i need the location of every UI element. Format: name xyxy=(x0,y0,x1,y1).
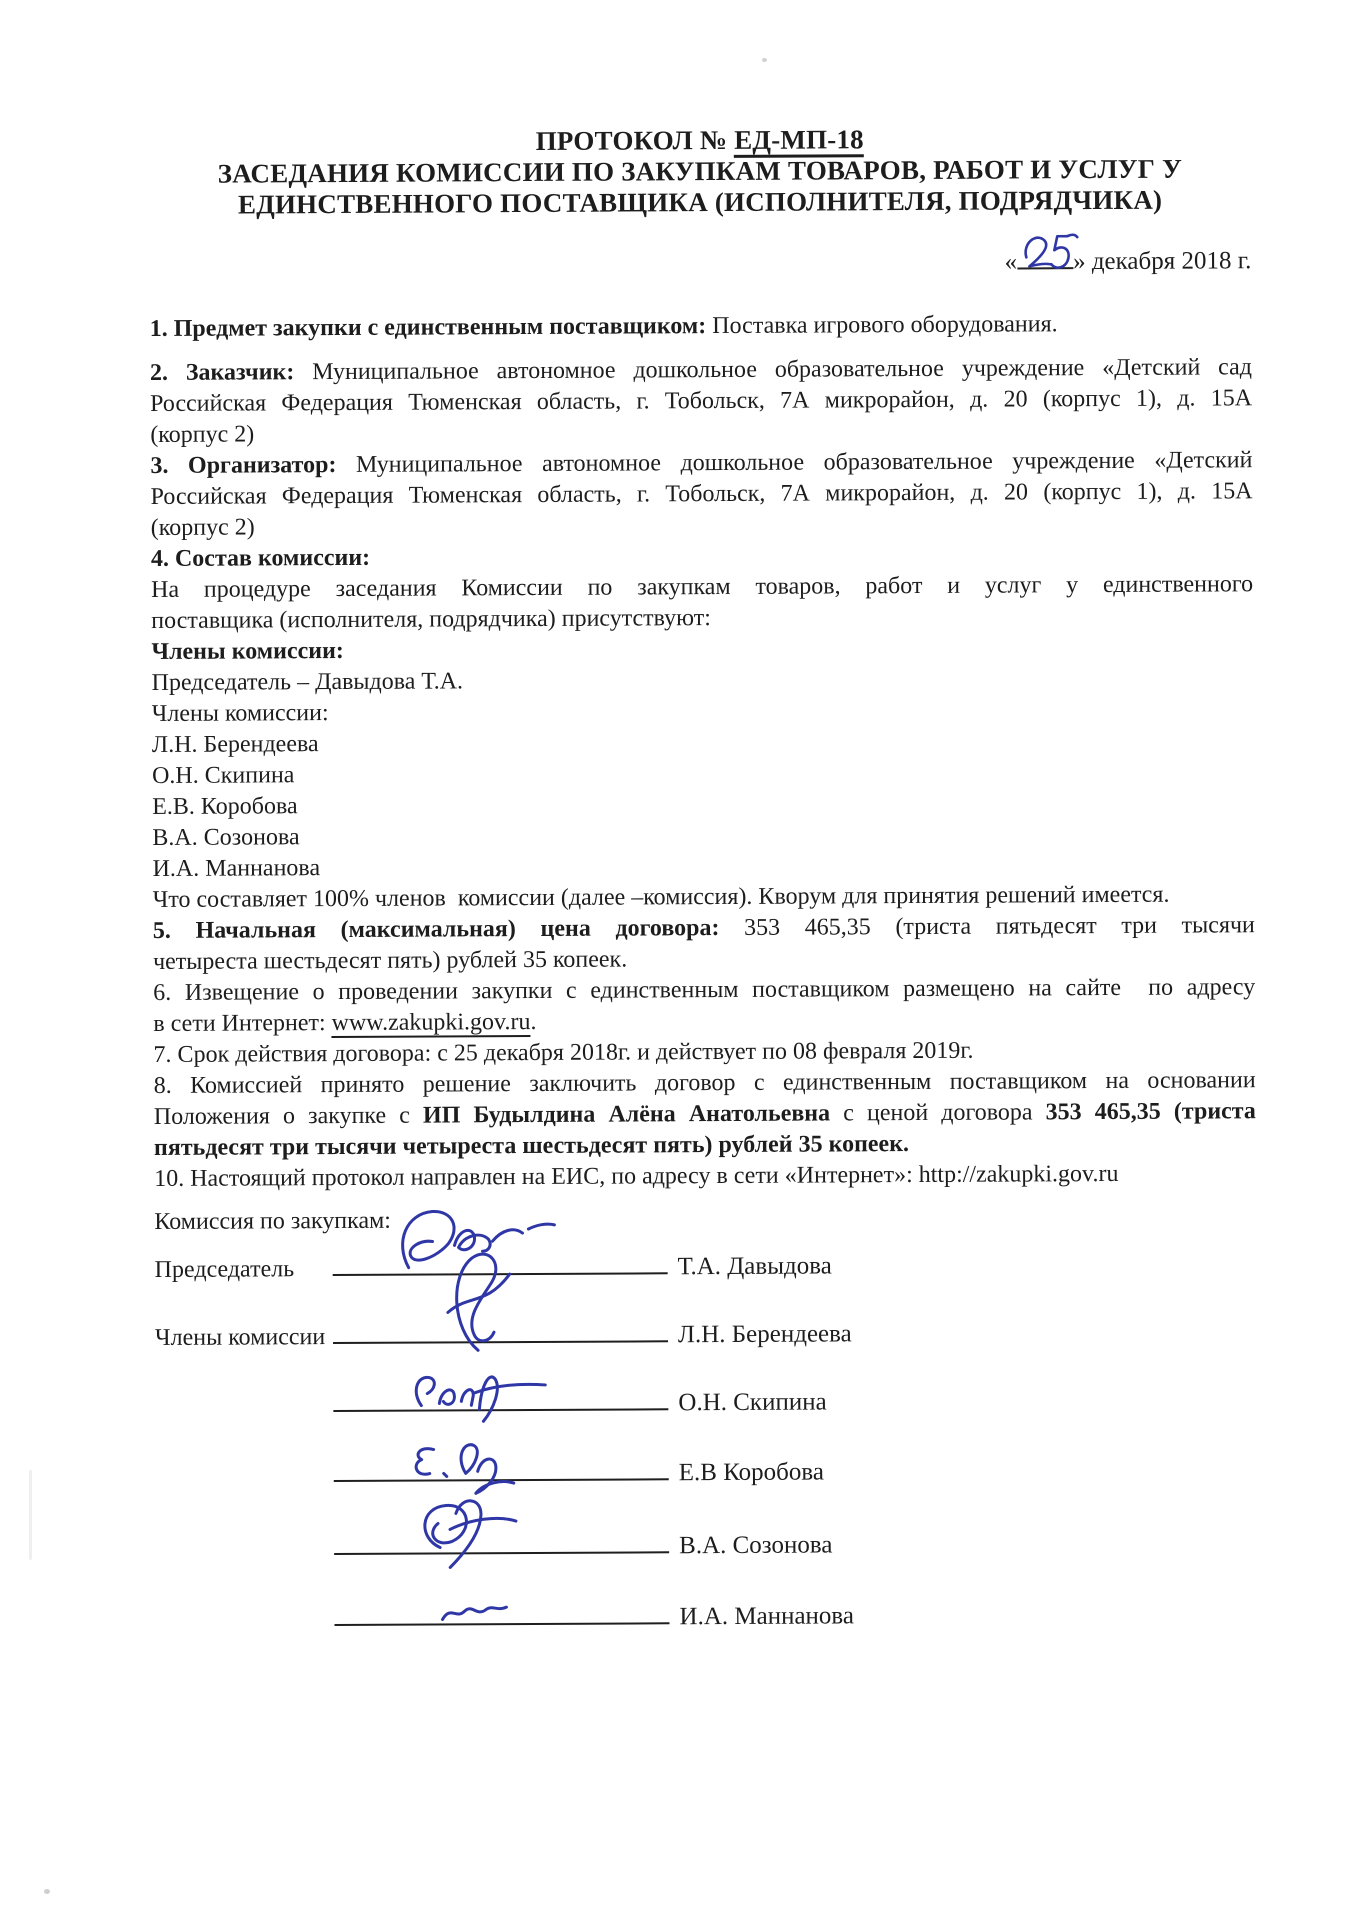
signature-role-label xyxy=(157,1626,335,1627)
signer-name: И.А. Маннанова xyxy=(679,1602,855,1631)
line-s8-2 xyxy=(154,1096,1256,1133)
line-members-header: Члены комиссии: xyxy=(151,637,344,665)
s2-label: 2. Заказчик: xyxy=(149,359,295,386)
signature-row xyxy=(156,1527,1258,1577)
s8-n1: Положения о закупке с xyxy=(153,1102,410,1130)
line-s7: 7. Срок действия договора: с 25 декабря 2018г. и действует по 08 февраля 2019г. xyxy=(153,1037,974,1068)
line-s2-2: Российская Федерация Тюменская область, г. Тобольск, 7А микрорайон, д. 20 (корпус 1), д. 15А xyxy=(150,385,1253,417)
line-s2-3: (корпус 2) xyxy=(150,421,255,448)
signature-row xyxy=(155,1384,1257,1434)
signature-line xyxy=(335,1622,670,1626)
signature-role-label: Члены комиссии xyxy=(154,1324,326,1351)
signature-row xyxy=(156,1454,1258,1504)
line-s1 xyxy=(150,308,1252,345)
signer-name: Е.В Коробова xyxy=(678,1458,824,1487)
line-s3-2: Российская Федерация Тюменская область, г. Тобольск, 7А микрорайон, д. 20 (корпус 1), д. 15А xyxy=(150,478,1253,510)
handwritten-day-slot xyxy=(1017,242,1073,269)
signer-name: В.А. Созонова xyxy=(679,1531,833,1560)
signature-block xyxy=(154,1201,1258,1648)
title-line-3: ЕДИНСТВЕННОГО ПОСТАВЩИКА (ИСПОЛНИТЕЛЯ, ПОДРЯДЧИКА) xyxy=(237,184,1163,220)
signature-row xyxy=(155,1316,1257,1366)
signature-role-label xyxy=(156,1482,334,1483)
line-s5-1 xyxy=(153,910,1255,947)
s1-label: 1. Предмет закупки с единственным поставщиком: xyxy=(149,313,707,342)
s2-rest: Муниципальное автономное дошкольное образовательное учреждение «Детский сад xyxy=(312,354,1253,386)
member-name: И.А. Маннанова xyxy=(152,855,321,882)
member-name: Е.В. Коробова xyxy=(152,793,298,820)
line-s4-label: 4. Состав комиссии: xyxy=(150,544,371,572)
signer-name: О.Н. Скипина xyxy=(678,1388,827,1417)
date-line xyxy=(149,241,1251,282)
s3-rest: Муниципальное автономное дошкольное образовательное учреждение «Детский xyxy=(355,447,1253,478)
signature-line xyxy=(333,1408,668,1412)
signature-line xyxy=(334,1551,669,1555)
s5-rest: 353 465,35 (триста пятьдесят три тысячи xyxy=(744,912,1255,941)
scan-smudge xyxy=(29,1470,32,1560)
doc-body xyxy=(150,308,1257,1195)
signature-row xyxy=(156,1598,1258,1648)
s8-n2: с ценой договора xyxy=(843,1099,1033,1127)
line-s8-3: пятьдесят три тысячи четыреста шестьдесят пять) рублей 35 копеек. xyxy=(153,1131,910,1161)
handwritten-day-ink xyxy=(1019,229,1071,273)
member-name: В.А. Созонова xyxy=(152,824,300,851)
signatures-heading: Комиссия по закупкам: xyxy=(154,1207,391,1235)
signature-line xyxy=(334,1478,669,1482)
s8-price-start: 353 465,35 (триста xyxy=(1045,1098,1256,1126)
signature-korobova xyxy=(404,1433,524,1498)
line-s8-1: 8. Комиссией принято решение заключить договор с единственным поставщиком на основании xyxy=(153,1067,1256,1099)
doc-title xyxy=(148,0,1251,221)
line-quorum: Что составляет 100% членов комиссии (далее –комиссия). Кворум для принятия решений имеется. xyxy=(152,881,1170,913)
date-open-quote: « xyxy=(1004,248,1018,276)
line-s5-2: четыреста шестьдесят пять) рублей 35 копеек. xyxy=(152,946,628,975)
signature-role-label xyxy=(156,1555,334,1556)
document-content xyxy=(148,0,1259,1648)
line-s4-p2: поставщика (исполнителя, подрядчика) присутствуют: xyxy=(151,605,711,634)
signature-mannanova xyxy=(434,1591,514,1627)
protocol-number: ЕД-МП-18 xyxy=(734,124,864,158)
signer-name: Л.Н. Берендеева xyxy=(677,1320,852,1349)
scan-speck xyxy=(762,58,767,62)
line-chair: Председатель – Давыдова Т.А. xyxy=(151,668,464,696)
line-s3-3: (корпус 2) xyxy=(150,514,255,541)
date-rest: » декабря 2018 г. xyxy=(1072,247,1252,276)
signature-role-label: Председатель xyxy=(154,1256,295,1283)
zakupki-url: www.zakupki.gov.ru xyxy=(331,1009,531,1037)
signature-skipina xyxy=(403,1365,553,1426)
signature-row xyxy=(155,1248,1257,1298)
line-members-label: Члены комиссии: xyxy=(151,700,329,727)
s6-prefix: в сети Интернет: xyxy=(153,1010,332,1037)
member-name: О.Н. Скипина xyxy=(151,762,295,789)
s5-label: 5. Начальная (максимальная) цена договора: xyxy=(152,915,720,944)
signature-berendeeva xyxy=(428,1250,539,1356)
line-s6-1: 6. Извещение о проведении закупки с единственным поставщиком размещено на сайте по адресу xyxy=(153,974,1256,1006)
s8-supplier: ИП Будылдина Алёна Анатольевна xyxy=(422,1100,831,1129)
s6-suffix: . xyxy=(530,1008,537,1036)
signature-line xyxy=(333,1340,668,1344)
scan-speck xyxy=(44,1889,50,1894)
s3-label: 3. Организатор: xyxy=(150,452,337,479)
signature-sozonova xyxy=(404,1491,524,1577)
signature-role-label xyxy=(155,1412,333,1413)
title-line-2: ЗАСЕДАНИЯ КОМИССИИ ПО ЗАКУПКАМ ТОВАРОВ, РАБОТ И УСЛУГ У xyxy=(217,153,1183,189)
signer-name: Т.А. Давыдова xyxy=(677,1252,832,1281)
s1-text: Поставка игрового оборудования. xyxy=(712,311,1058,340)
title-protocol-word: ПРОТОКОЛ № xyxy=(535,124,735,156)
line-s4-p1: На процедуре заседания Комиссии по закупкам товаров, работ и услуг у единственного xyxy=(151,571,1254,603)
line-s10: 10. Настоящий протокол направлен на ЕИС, по адресу в сети «Интернет»: http://zakupki.gov.ru xyxy=(154,1160,1119,1192)
member-name: Л.Н. Берендеева xyxy=(151,731,319,758)
